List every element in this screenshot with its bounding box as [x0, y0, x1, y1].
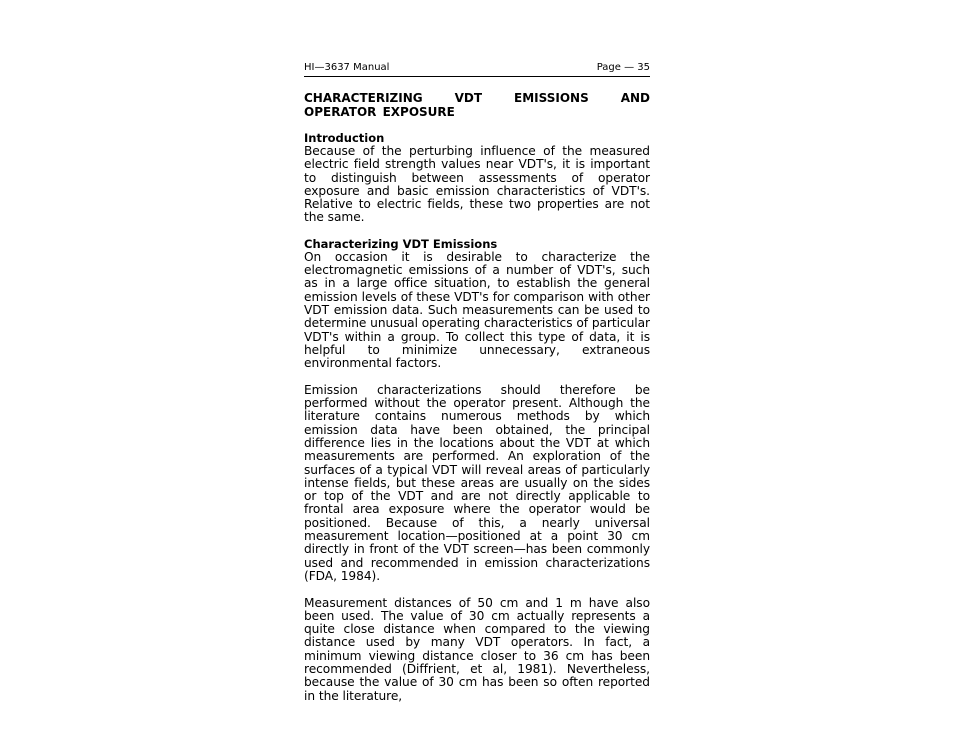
page-number: Page — 35	[596, 62, 650, 73]
page-title: CHARACTERIZING VDT EMISSIONS AND OPERATOR EXPOSURE	[304, 91, 650, 119]
manual-name: HI—3637 Manual	[304, 62, 390, 73]
paragraph: Emission characterizations should therefore be performed without the operator present. Although the literature contains numerous methods by which emission data have been obtained, the principal difference lies in the locations about the VDT at which measurements are performed. An exploration of the surfaces of a typical VDT will reveal areas of particularly intense fields, but these areas are usually on the sides or top of the VDT and are not directly applicable to frontal area exposure where the operator would be positioned. Because of this, a nearly universal measurement location—positioned at a point 30 cm directly in front of the VDT screen—has been commonly used and recommended in emission characterizations (FDA, 1984).	[304, 382, 650, 583]
paragraph: Because of the perturbing influence of the measured electric field strength values near VDT's, it is important to distinguish between assessments of operator exposure and basic emission characteristics of VDT's. Relative to electric fields, these two properties are not the same.	[304, 144, 650, 225]
page-header	[304, 62, 650, 77]
section-heading-introduction: Introduction	[304, 131, 385, 145]
section-heading-characterizing-vdt-emissions: Characterizing VDT Emissions	[304, 236, 498, 251]
paragraph: On occasion it is desirable to characterize the electromagnetic emissions of a number of VDT's, such as in a large office situation, to establish the general emission levels of these VDT's for comparison with other VDT emission data. Such measurements can be used to determine unusual operating characteristics of particular VDT's within a group. To collect this type of data, it is helpful to minimize unnecessary, extraneous environmental factors.	[304, 249, 650, 371]
paragraph: Measurement distances of 50 cm and 1 m have also been used. The value of 30 cm actually represents a quite close distance when compared to the viewing distance used by many VDT operators. In fact, a minimum viewing distance closer to 36 cm has been recommended (Diffrient, et al, 1981). Nevertheless, because the value of 30 cm has been so often reported in the literature,	[304, 595, 650, 703]
document-page	[304, 62, 650, 703]
